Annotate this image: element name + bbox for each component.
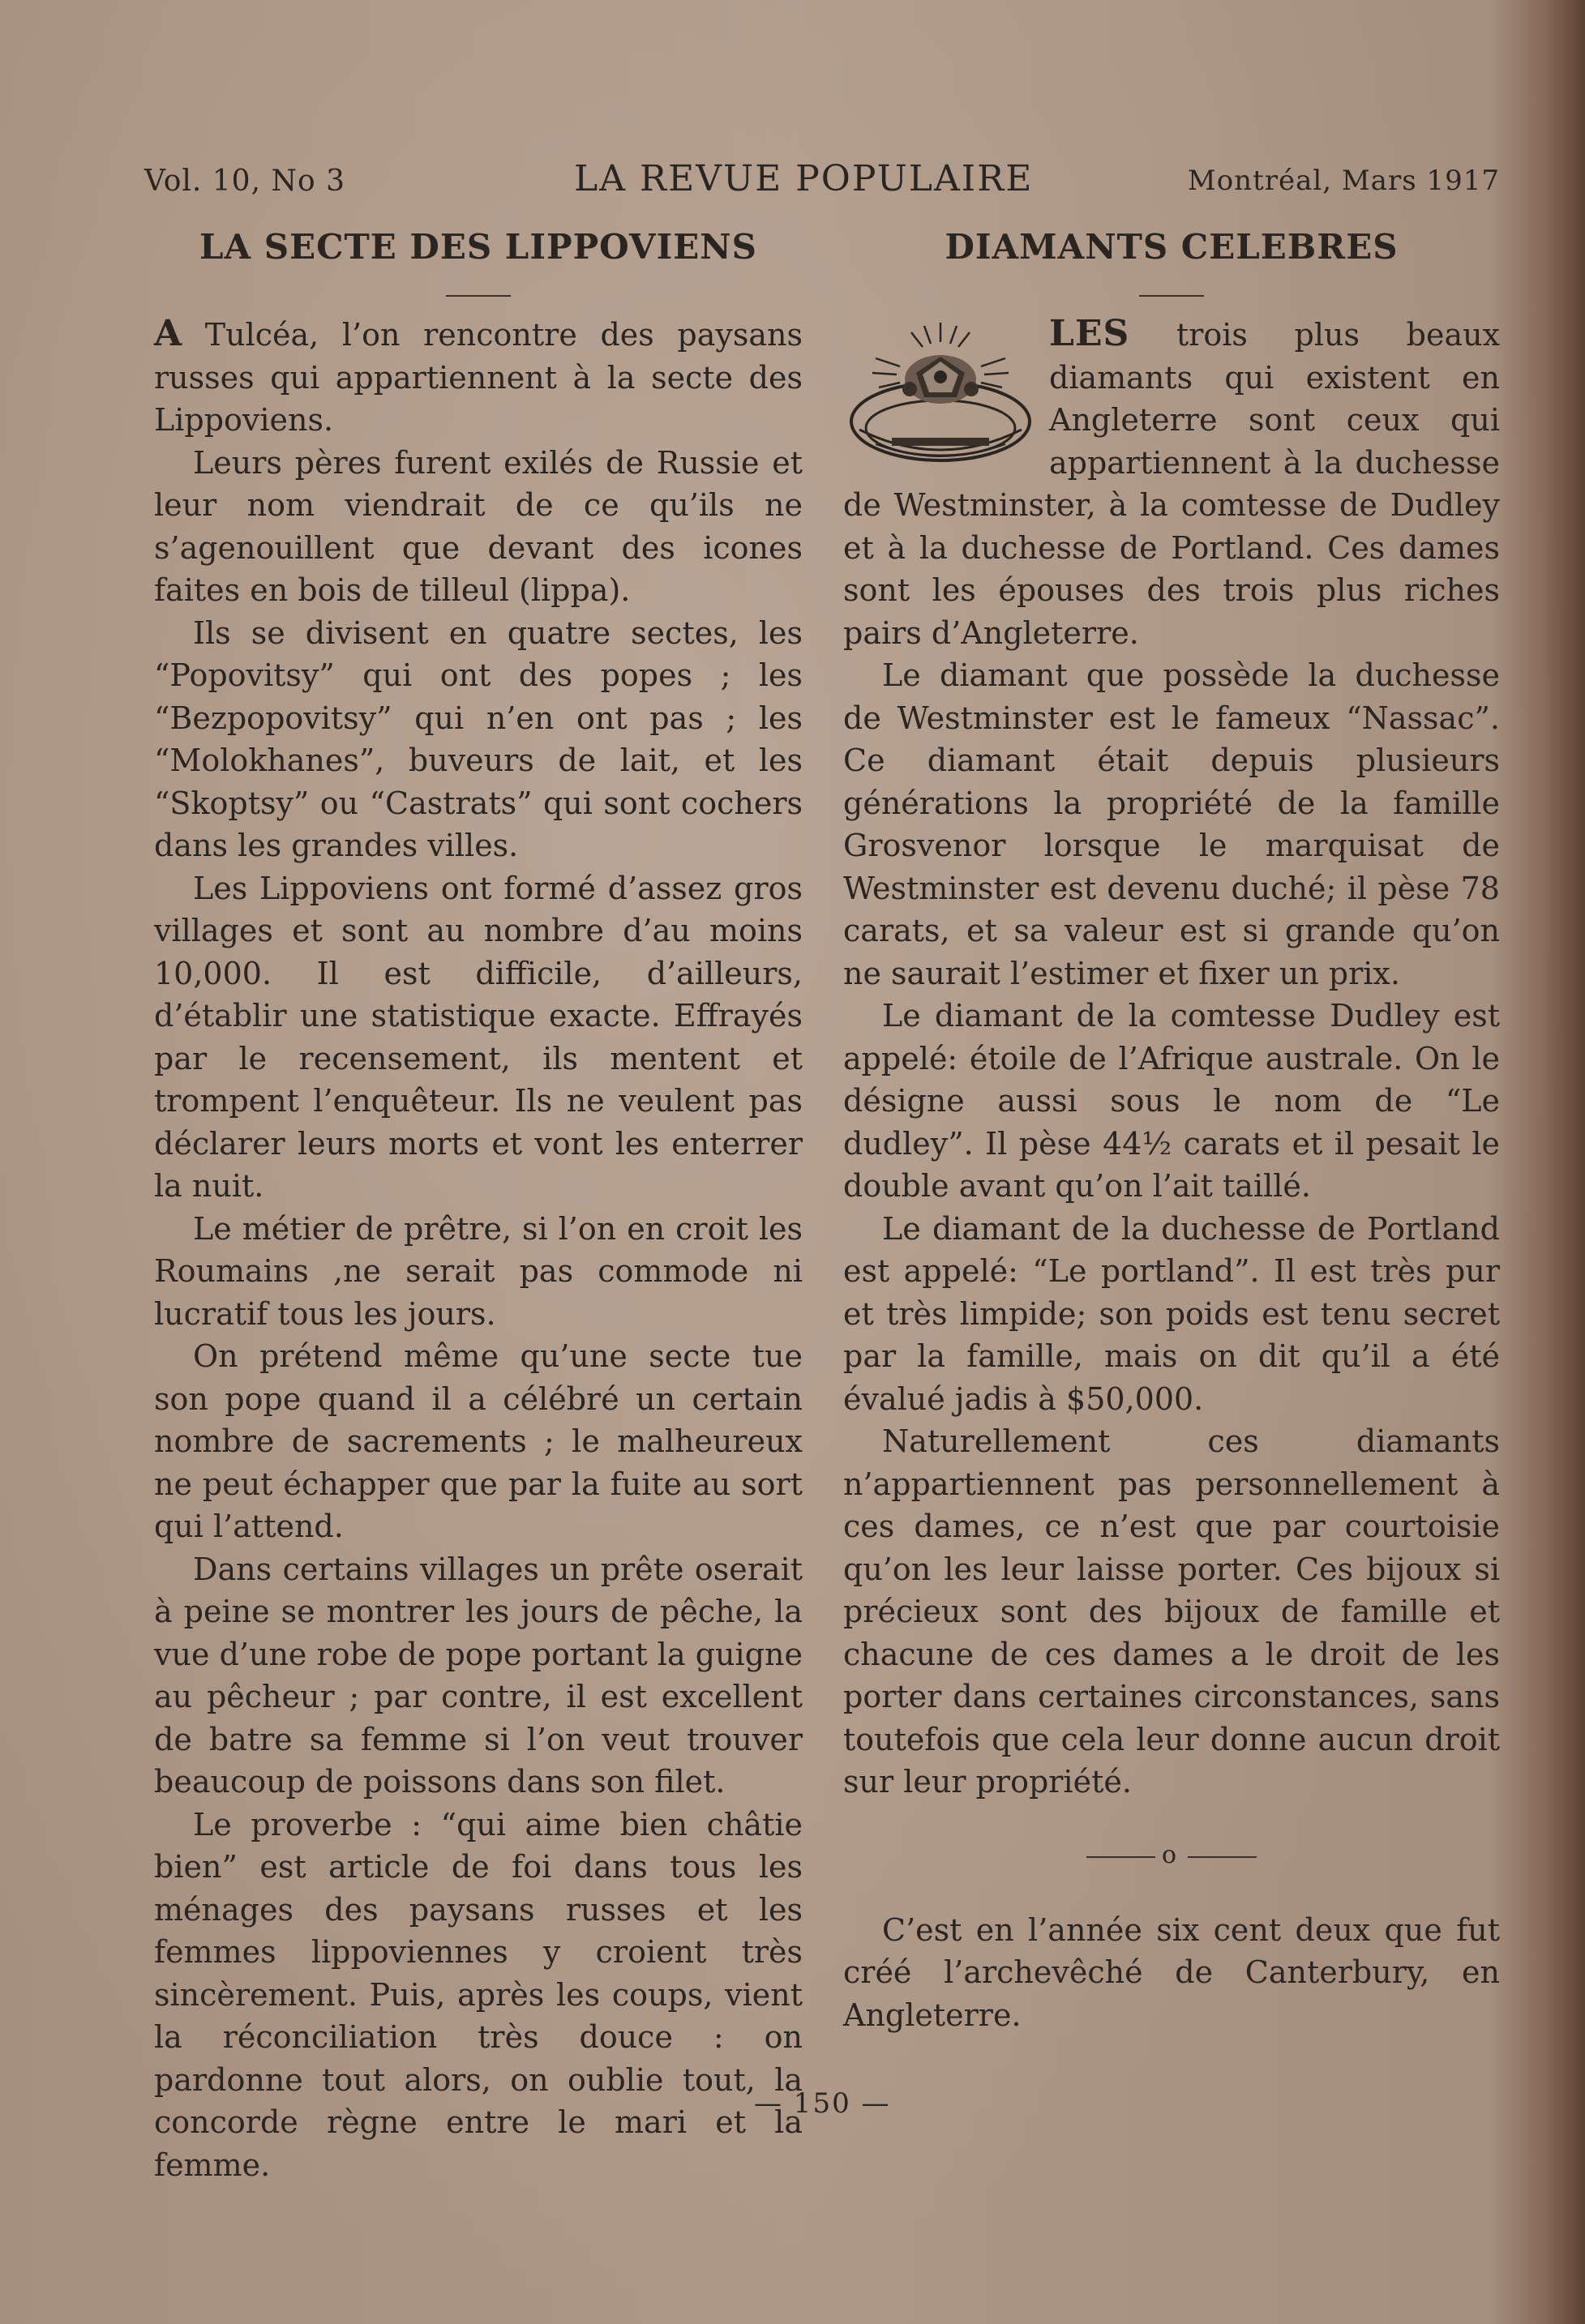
right-paragraph: Naturellement ces diamants n’appartiennent pas personnellement à ces dames, ce n’est que par courtoisie qu’on les leur laisse porter. Ces bijoux si précieux sont des bijoux de famille et chacune de ces dames a le droit de les porter dans certaines circonstances, sans toutefois que cela leur donne aucun droit sur leur propriété. [843,1423,1500,1800]
right-paragraph: Le diamant de la duchesse de Portland est appelé: “Le portland”. Il est très pur et très limpide; son poids est tenu secret par la famille, mais on dit qu’il a été évalué jadis à $50,000. [843,1210,1500,1417]
right-paragraph-1-text: trois plus beaux diamants qui existent en Angleterre sont ceux qui appartiennent à la duchesse de Westminster, à la comtesse de Dudley et à la duchesse de Portland. Ces dames sont les épouses des trois plus riches pairs d’Angleterre. [843,317,1500,651]
right-note: C’est en l’année six cent deux que fut créé l’archevêché de Canterbury, en Angleterre. [843,1911,1500,2033]
left-paragraph-1 [154,313,803,442]
page-header [144,158,1500,207]
volume-number: Vol. 10, No 3 [144,165,345,198]
left-paragraph: Le proverbe : “qui aime bien châtie bien” est article de foi dans tous les ménages des paysans russes et les femmes lippoviennes y croient très sincèrement. Puis, après les coups, vient la réconciliation très douce : on pardonne tout alors, on oublie tout, la concorde règne entre le mari et la femme. [154,1806,803,2183]
title-rule [1139,295,1204,297]
left-paragraph: Les Lippoviens ont formé d’assez gros villages et sont au nombre d’au moins 10,000. Il est difficile, d’ailleurs, d’établir une statistique exacte. Effrayés par le recensement, ils mentent et trompent l’enquêteur. Ils ne veulent pas déclarer leurs morts et vont les enterrer la nuit. [154,870,803,1204]
page-number: — 150 — [754,2087,891,2120]
journal-title: LA REVUE POPULAIRE [574,158,1034,199]
page-spine-shadow [1544,0,1585,2324]
left-paragraph-1-text: Tulcéa, l’on rencontre des paysans russes qui appartiennent à la secte des Lippoviens. [154,317,803,438]
right-paragraph: Le diamant de la comtesse Dudley est appelé: étoile de l’Afrique australe. On le désigne aussi sous le nom de “Le dudley”. Il pèse 44½ carats et il pesait le double avant qu’on l’ait taillé. [843,998,1500,1204]
ring-icon [843,308,1038,474]
drop-letter: A [154,313,182,354]
left-paragraph: On prétend même qu’une secte tue son pope quand il a célébré un certain nombre de sacrements ; le malheureux ne peut échapper que par la fuite au sort qui l’attend. [154,1338,803,1544]
right-article-title: DIAMANTS CELEBRES [945,227,1399,267]
left-column [154,227,803,2186]
right-paragraph: Le diamant que possède la duchesse de Westminster est le fameux “Nassac”. Ce diamant était depuis plusieurs générations la propriété de la famille Grosvenor lorsque le marquisat de Westminster est devenu duché; il pèse 78 carats, et sa valeur est si grande qu’on ne saurait l’estimer et fixer un prix. [843,657,1500,991]
left-paragraph: Ils se divisent en quatre sectes, les “Popovitsy” qui ont des popes ; les “Bezpopovitsy” qui n’en ont pas ; les “Molokhanes”, buveurs de lait, et les “Skoptsy” ou “Castrats” qui sont cochers dans les grandes villes. [154,614,803,863]
title-rule [446,295,511,297]
right-column [843,227,1500,2036]
left-paragraph: Leurs pères furent exilés de Russie et leur nom viendrait de ce qu’ils ne s’agenouillent que devant des icones faites en bois de tilleul (lippa). [154,444,803,608]
section-separator [1086,1840,1257,1869]
diamond-ring-illustration [843,308,1038,474]
drop-word: LES [1049,313,1130,354]
separator-mark: o [1162,1840,1177,1869]
left-article-title: LA SECTE DES LIPPOVIENS [199,227,757,267]
left-paragraph: Dans certains villages un prête oserait à peine se montrer les jours de pêche, la vue d’une robe de pope portant la guigne au pêcheur ; par contre, il est excellent de batre sa femme si l’on veut trouver beaucoup de poissons dans son filet. [154,1551,803,1800]
place-date: Montréal, Mars 1917 [1187,165,1500,197]
left-paragraph: Le métier de prêtre, si l’on en croit les Roumains ,ne serait pas commode ni lucratif tous les jours. [154,1210,803,1332]
